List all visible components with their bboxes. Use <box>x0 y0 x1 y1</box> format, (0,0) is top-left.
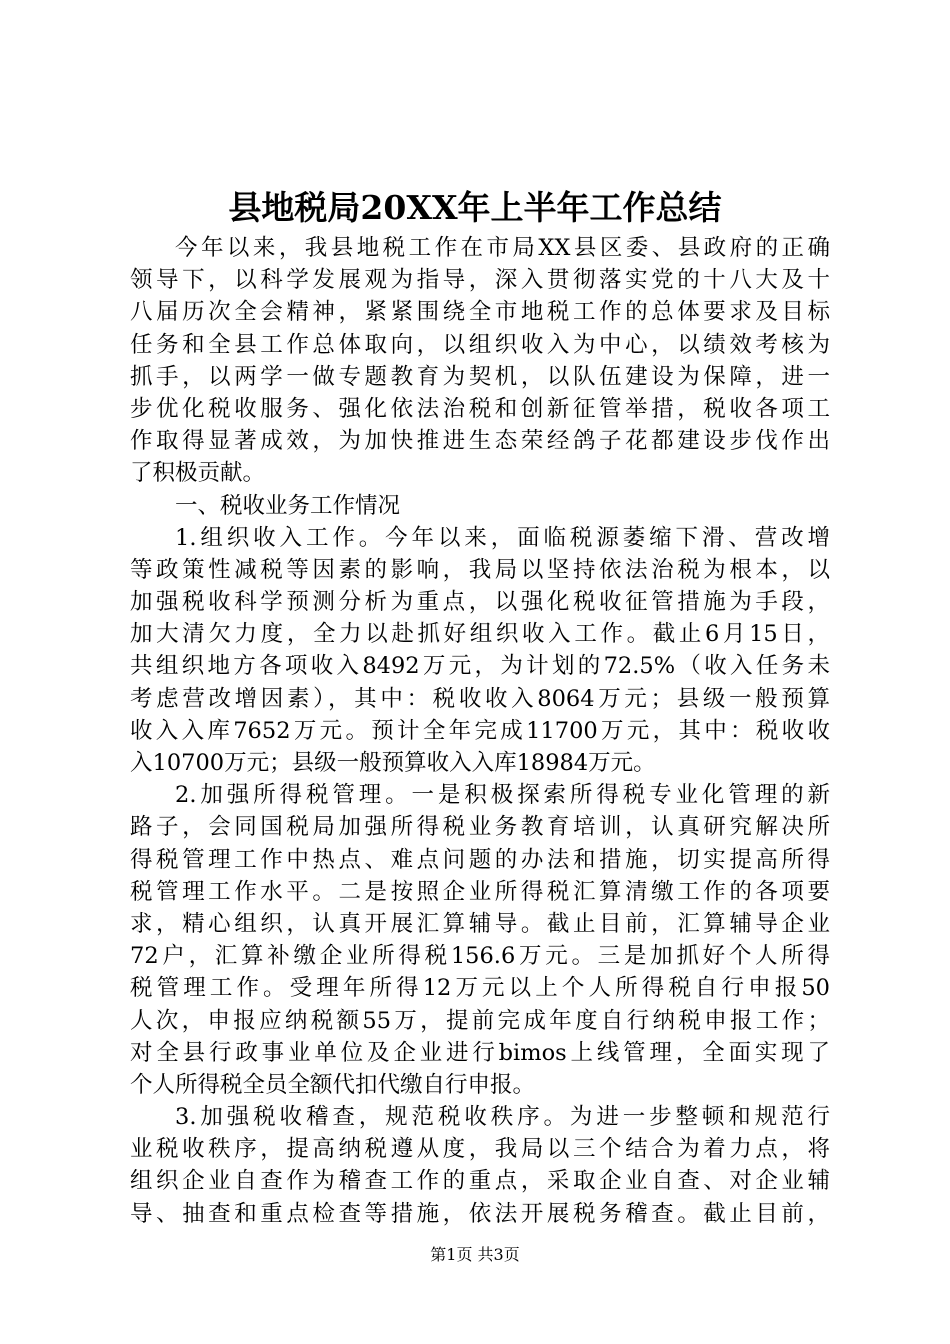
paragraph-line: 税管理工作水平。二是按照企业所得税汇算清缴工作的各项要 <box>130 878 830 905</box>
paragraph-line: 考虑营改增因素），其中：税收收入8064万元；县级一般预算 <box>130 685 830 712</box>
document-body <box>130 232 830 1230</box>
paragraph-line: 得税管理工作中热点、难点问题的办法和措施，切实提高所得 <box>130 846 830 873</box>
paragraph-line: 作取得显著成效，为加快推进生态荣经鸽子花都建设步伐作出 <box>130 428 830 455</box>
paragraph-line: 八届历次全会精神，紧紧围绕全市地税工作的总体要求及目标 <box>130 299 830 326</box>
paragraph-line: 2.加强所得税管理。一是积极探索所得税专业化管理的新 <box>175 782 830 809</box>
paragraph-line: 个人所得税全员全额代扣代缴自行申报。 <box>130 1071 536 1098</box>
paragraph-line: 今年以来，我县地税工作在市局XX县区委、县政府的正确 <box>175 235 830 261</box>
paragraph-line: 人次，申报应纳税额55万，提前完成年度自行纳税申报工作； <box>130 1007 830 1034</box>
paragraph-line: 业税收秩序，提高纳税遵从度，我局以三个结合为着力点，将 <box>130 1136 830 1163</box>
paragraph-line: 入10700万元；县级一般预算收入入库18984万元。 <box>130 750 656 776</box>
page-number: 第1页 共3页 <box>430 1245 520 1264</box>
paragraph-line: 导、抽查和重点检查等措施，依法开展税务稽查。截止目前， <box>130 1200 830 1227</box>
paragraph-line: 步优化税收服务、强化依法治税和创新征管举措，税收各项工 <box>130 395 830 422</box>
paragraph-line: 对全县行政事业单位及企业进行bimos上线管理，全面实现了 <box>130 1039 830 1066</box>
section-heading: 一、税收业务工作情况 <box>175 492 401 519</box>
paragraph-line: 抓手，以两学一做专题教育为契机，以队伍建设为保障，进一 <box>130 363 830 390</box>
document-title: 县地税局20XX年上半年工作总结 <box>228 188 722 227</box>
paragraph-line: 加强税收科学预测分析为重点，以强化税收征管措施为手段， <box>130 589 830 616</box>
paragraph-line: 组织企业自查作为稽查工作的重点，采取企业自查、对企业辅 <box>130 1168 830 1195</box>
paragraph-line: 了积极贡献。 <box>130 460 266 487</box>
paragraph-line: 税管理工作。受理年所得12万元以上个人所得税自行申报50 <box>130 975 830 1002</box>
paragraph-line: 任务和全县工作总体取向，以组织收入为中心，以绩效考核为 <box>130 331 830 358</box>
paragraph-line: 等政策性减税等因素的影响，我局以坚持依法治税为根本，以 <box>130 556 830 583</box>
paragraph-line: 1.组织收入工作。今年以来，面临税源萎缩下滑、营改增 <box>175 524 830 551</box>
paragraph-line: 共组织地方各项收入8492万元，为计划的72.5%（收入任务未 <box>130 653 830 680</box>
paragraph-line: 3.加强税收稽查，规范税收秩序。为进一步整顿和规范行 <box>175 1104 830 1131</box>
paragraph-line: 领导下，以科学发展观为指导，深入贯彻落实党的十八大及十 <box>130 267 830 294</box>
paragraph-line: 求，精心组织，认真开展汇算辅导。截止目前，汇算辅导企业 <box>130 910 830 937</box>
paragraph-line: 收入入库7652万元。预计全年完成11700万元，其中：税收收 <box>130 717 830 744</box>
paragraph-line: 路子，会同国税局加强所得税业务教育培训，认真研究解决所 <box>130 814 830 841</box>
paragraph-line: 72户，汇算补缴企业所得税156.6万元。三是加抓好个人所得 <box>130 943 830 970</box>
paragraph-line: 加大清欠力度，全力以赴抓好组织收入工作。截止6月15日， <box>130 621 830 648</box>
